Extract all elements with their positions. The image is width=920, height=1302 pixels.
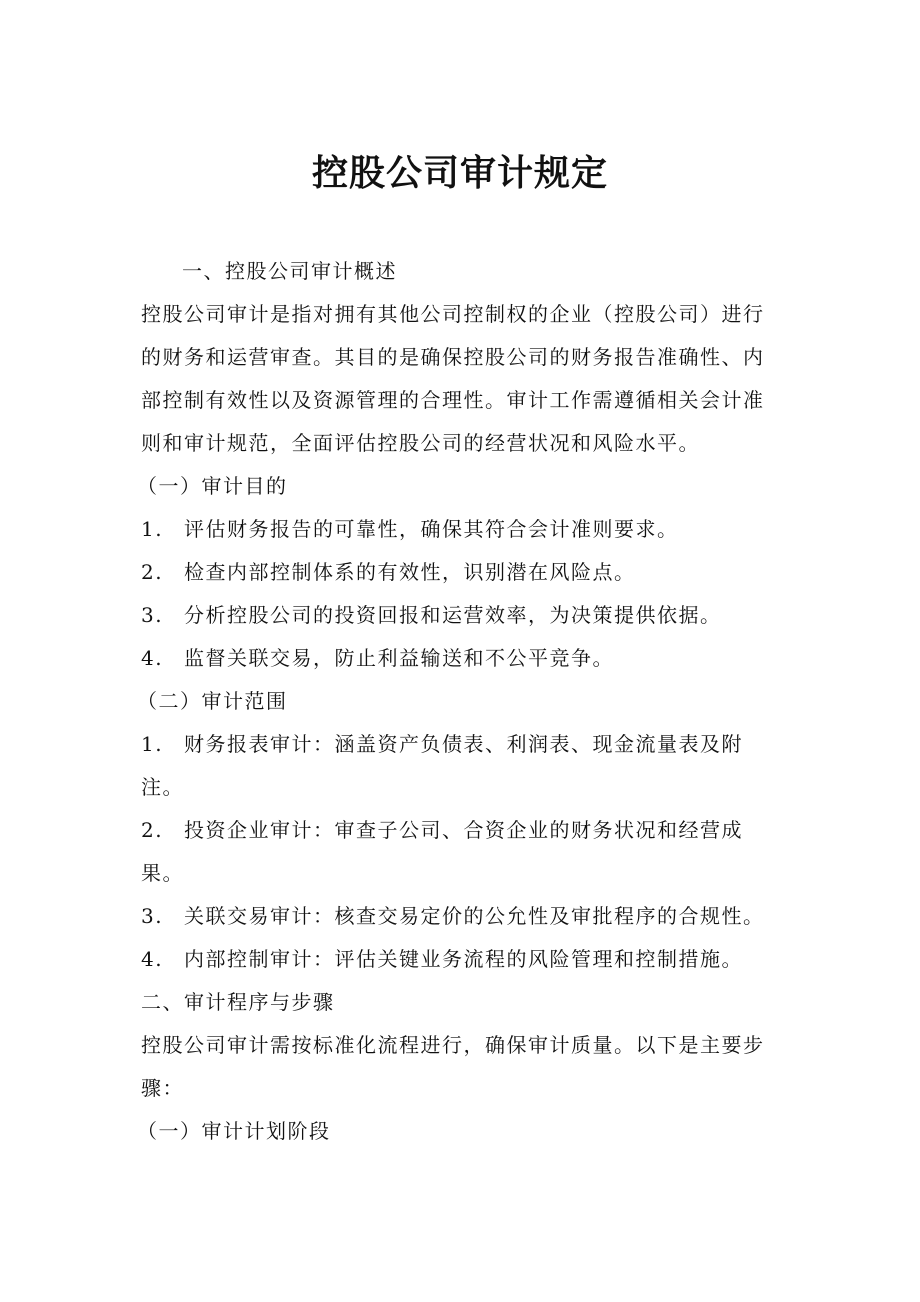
list-item xyxy=(141,938,781,981)
list-item xyxy=(141,637,781,680)
list-number: 4. xyxy=(141,947,164,971)
list-number: 2. xyxy=(141,560,164,584)
paragraph-line: 则和审计规范，全面评估控股公司的经营状况和风险水平。 xyxy=(141,431,700,455)
document-title: 控股公司审计规定 xyxy=(311,153,608,194)
list-item-text: 财务报表审计：涵盖资产负债表、利润表、现金流量表及附 xyxy=(184,732,743,756)
list-item-continuation: 注。 xyxy=(141,775,184,799)
list-item-continuation: 果。 xyxy=(141,861,184,885)
subsection-heading-purpose: （一）审计目的 xyxy=(137,474,288,498)
list-item xyxy=(141,594,781,637)
list-number: 3. xyxy=(141,904,164,928)
list-number: 1. xyxy=(141,732,164,756)
list-number: 1. xyxy=(141,517,164,541)
paragraph-line: 的财务和运营审查。其目的是确保控股公司的财务报告准确性、内 xyxy=(141,345,765,369)
list-number: 4. xyxy=(141,646,164,670)
paragraph-line: 骤： xyxy=(141,1076,184,1100)
list-item-text: 内部控制审计：评估关键业务流程的风险管理和控制措施。 xyxy=(184,947,743,971)
subsection-heading-scope: （二）审计范围 xyxy=(137,689,288,713)
paragraph-line: 控股公司审计需按标准化流程进行，确保审计质量。以下是主要步 xyxy=(141,1033,765,1057)
subsection-heading-planning: （一）审计计划阶段 xyxy=(137,1119,331,1143)
document-body xyxy=(137,250,781,1153)
list-item xyxy=(141,809,781,852)
list-item xyxy=(141,551,781,594)
list-number: 3. xyxy=(141,603,164,627)
paragraph-line: 部控制有效性以及资源管理的合理性。审计工作需遵循相关会计准 xyxy=(141,388,765,412)
list-item-text: 监督关联交易，防止利益输送和不公平竞争。 xyxy=(184,646,614,670)
list-item xyxy=(141,723,781,766)
section-heading-procedures: 二、审计程序与步骤 xyxy=(141,990,335,1014)
list-item xyxy=(141,895,781,938)
list-item-text: 分析控股公司的投资回报和运营效率，为决策提供依据。 xyxy=(184,603,722,627)
list-item-text: 评估财务报告的可靠性，确保其符合会计准则要求。 xyxy=(184,517,679,541)
list-item-text: 检查内部控制体系的有效性，识别潜在风险点。 xyxy=(184,560,636,584)
section-heading-overview: 一、控股公司审计概述 xyxy=(182,259,397,283)
list-item-text: 关联交易审计：核查交易定价的公允性及审批程序的合规性。 xyxy=(184,904,765,928)
list-item-text: 投资企业审计：审查子公司、合资企业的财务状况和经营成 xyxy=(184,818,743,842)
paragraph-line: 控股公司审计是指对拥有其他公司控制权的企业（控股公司）进行 xyxy=(141,302,765,326)
list-number: 2. xyxy=(141,818,164,842)
list-item xyxy=(141,508,781,551)
